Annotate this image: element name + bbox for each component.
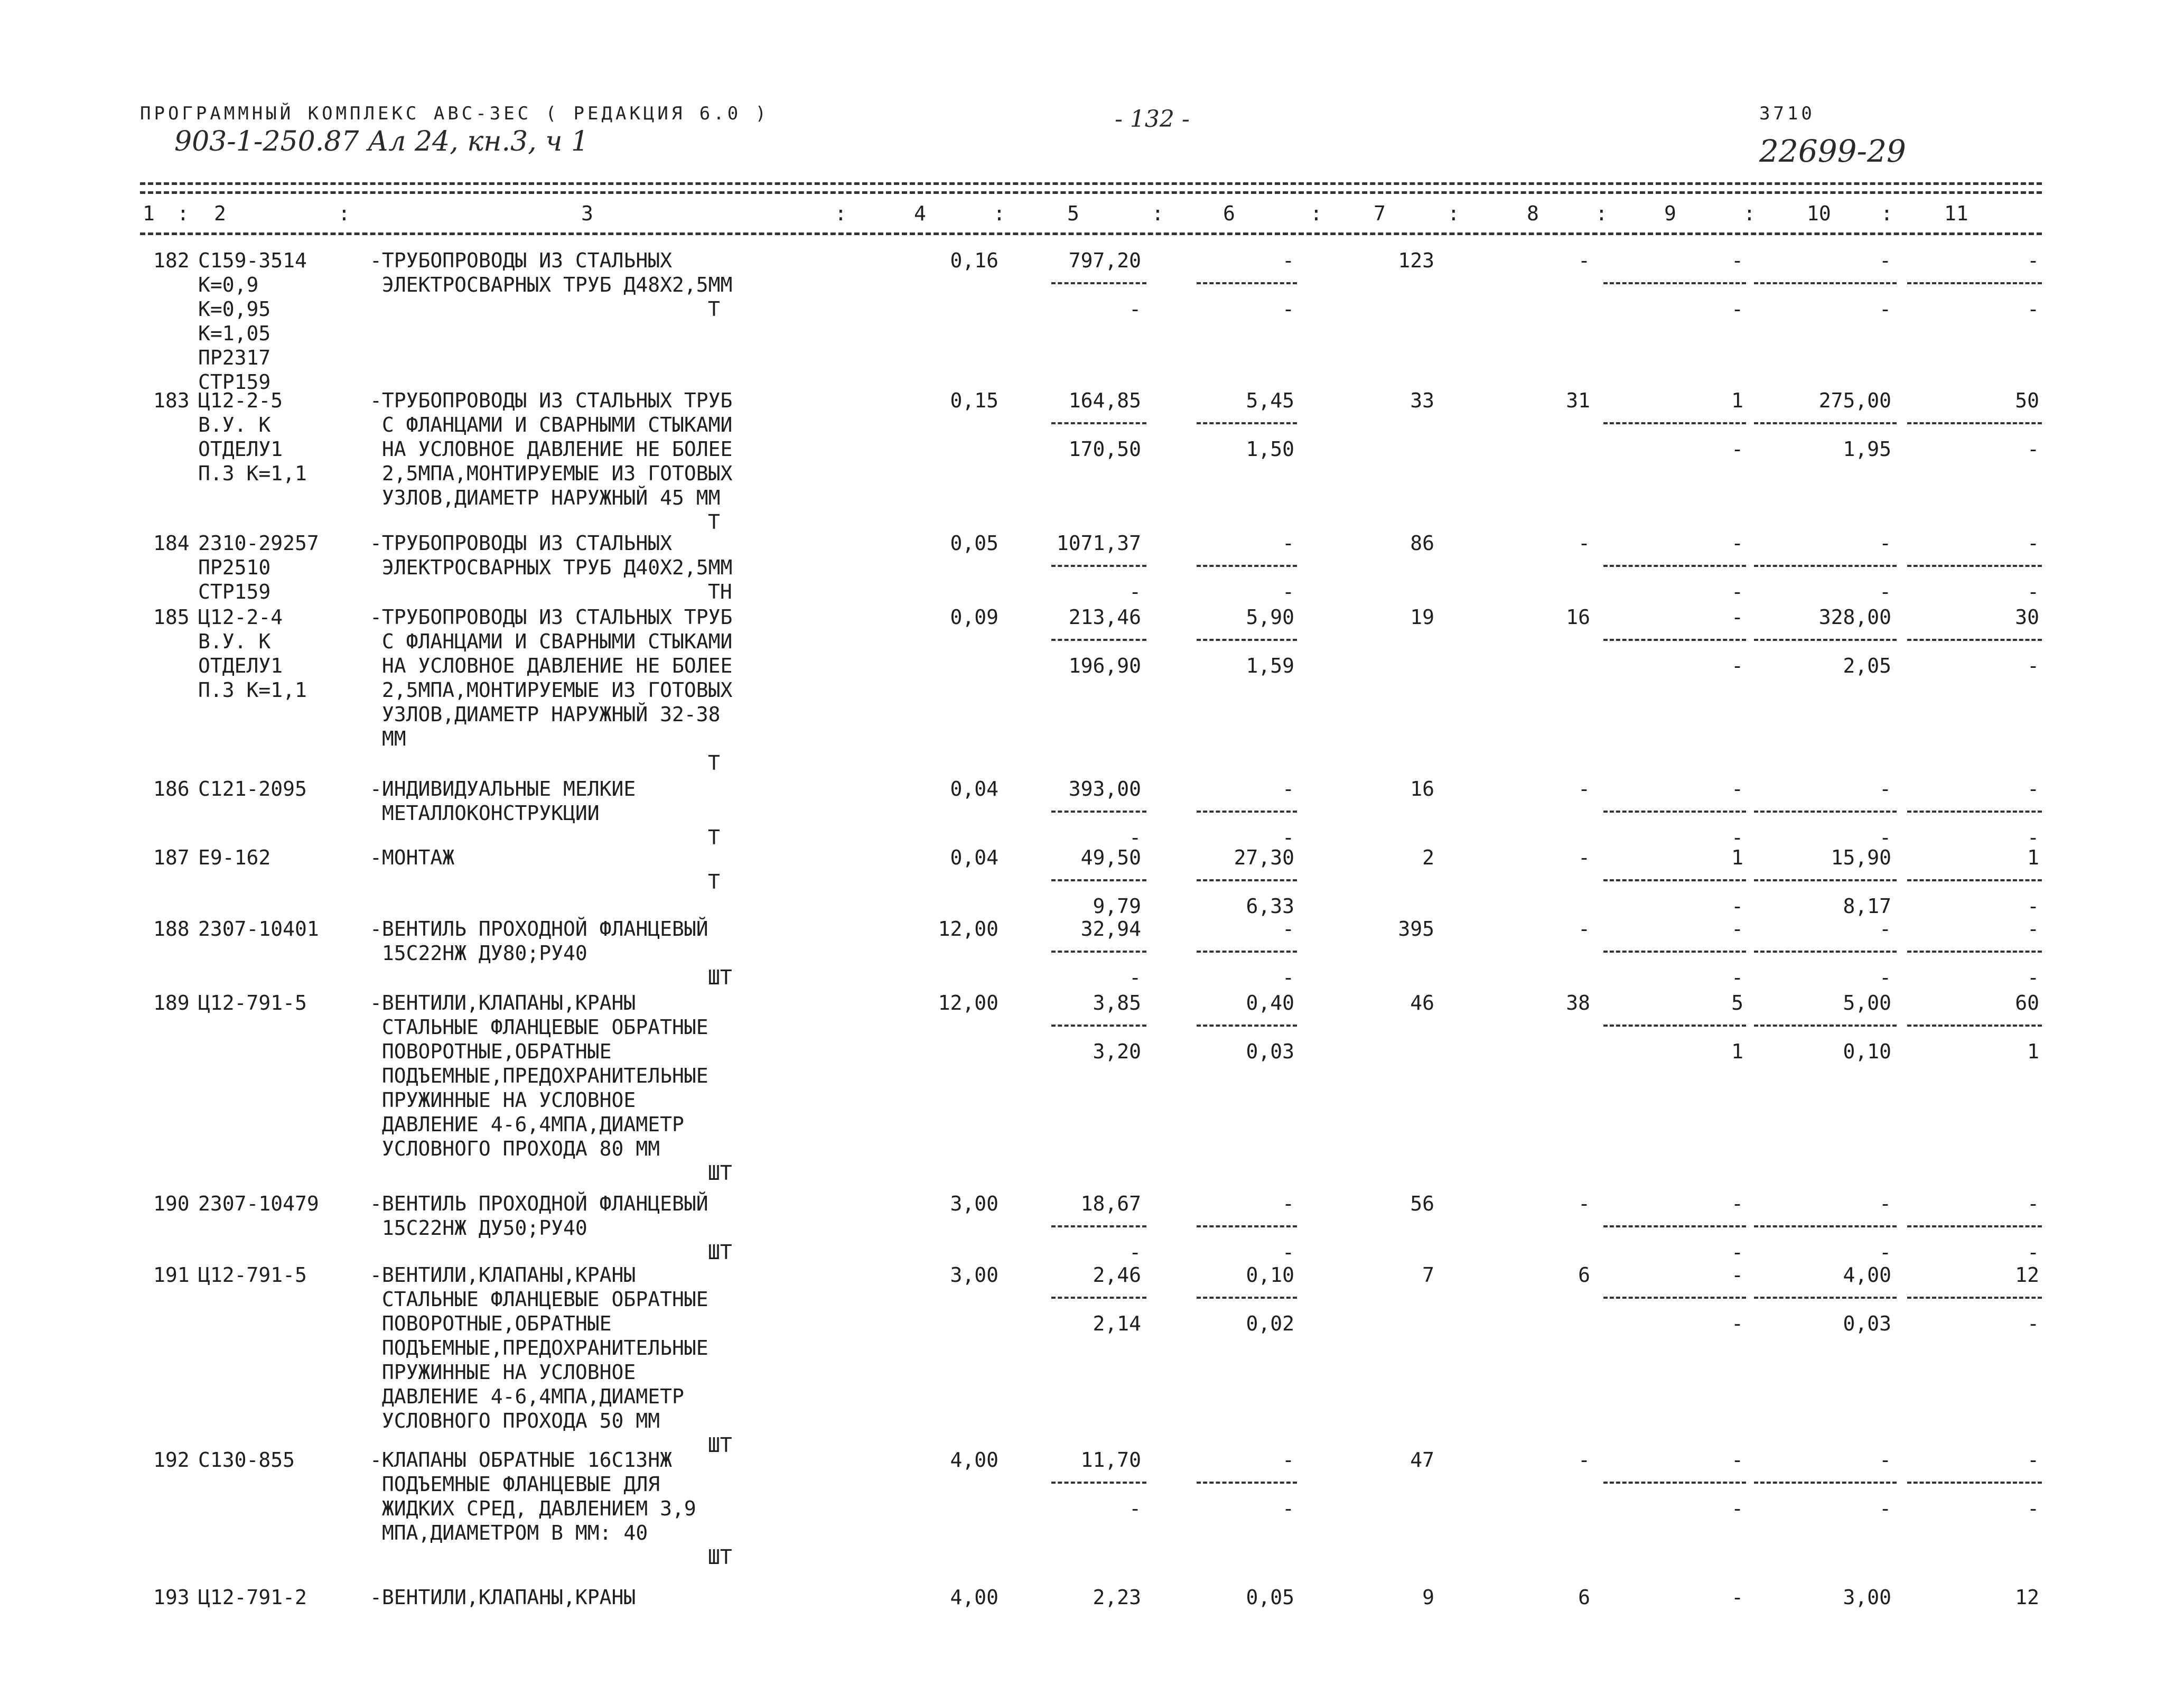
quantity: 0,16 [950,249,998,272]
col9-secondary: - [1731,895,1743,918]
unit-of-measure: ШТ [708,1433,732,1457]
column-separator: : [177,202,189,225]
cost-wages: - [1129,1241,1141,1264]
unit-of-measure: Т [708,510,720,534]
machine-wages: 0,02 [1246,1312,1294,1335]
row-number: 193 [153,1586,190,1609]
cell-divider [1603,811,1746,813]
col9-value: - [1731,1448,1743,1472]
col11-value: 60 [2015,991,2039,1014]
cell-divider [1907,565,2042,567]
quantity: 0,04 [950,777,998,800]
quantity: 0,04 [950,846,998,869]
handwritten-reference: 903-1-250.87 Ал 24, кн.3, ч 1 [174,126,589,157]
col7-value: 19 [1410,606,1434,629]
col9-secondary: - [1731,1312,1743,1335]
cost-total: 164,85 [1068,389,1141,412]
machine-wages: - [1282,1497,1294,1520]
quantity: 0,09 [950,606,998,629]
col11-secondary: - [2027,297,2039,321]
col9-value: - [1731,777,1743,800]
row-number: 183 [153,389,190,412]
cell-divider [1051,422,1146,424]
work-description: -ТРУБОПРОВОДЫ ИЗ СТАЛЬНЫХ ЭЛЕКТРОСВАРНЫХ ТРУБ Д40Х2,5ММ [370,532,733,579]
cell-divider [1051,282,1146,284]
col8-value: 6 [1578,1586,1590,1609]
cost-wages: - [1129,297,1141,321]
cell-divider [1197,422,1297,424]
cell-divider [1754,951,1897,953]
cell-divider [1603,1025,1746,1027]
col10-secondary: - [1879,826,1891,849]
column-header-10: 10 [1807,202,1831,225]
cell-divider [1907,1482,2042,1484]
price-code: Е9-162 [198,846,271,869]
cell-divider [1754,639,1897,641]
column-separator: : [1595,202,1608,225]
col10-secondary: - [1879,1241,1891,1264]
cost-wages: - [1129,580,1141,603]
col9-value: - [1731,1263,1743,1287]
col11-value: - [2027,1448,2039,1472]
work-description: -ВЕНТИЛИ,КЛАПАНЫ,КРАНЫ СТАЛЬНЫЕ ФЛАНЦЕВЫЕ ОБРАТНЫЕ ПОВОРОТНЫЕ,ОБРАТНЫЕ ПОДЪЕМНЫЕ,ПРЕДОХРАНИТЕЛЬНЫЕ ПРУЖИННЫЕ НА УСЛОВНОЕ ДАВЛЕНИЕ 4-6,4МПА,ДИАМЕТР УСЛОВНОГО ПРОХОДА 80 ММ [370,991,708,1160]
col8-value: 6 [1578,1263,1590,1287]
price-code: Ц12-2-4 В.У. К ОТДЕЛУ1 П.3 К=1,1 [198,606,307,702]
col10-value: - [1879,532,1891,555]
work-description: -МОНТАЖ [370,846,455,869]
cost-wages: 9,79 [1093,895,1141,918]
col10-value: 5,00 [1843,991,1891,1014]
col11-value: - [2027,777,2039,800]
machine-cost: 5,90 [1246,606,1294,629]
cell-divider [1197,951,1297,953]
col11-value: 12 [2015,1263,2039,1287]
price-code: С159-3514 К=0,9 К=0,95 К=1,05 ПР2317 СТР159 [198,249,307,394]
document-code: 3710 [1759,103,1815,124]
cell-divider [1051,1482,1146,1484]
col11-secondary: - [2027,1497,2039,1520]
cell-divider [1197,1297,1297,1299]
cell-divider [1907,1225,2042,1227]
machine-cost: - [1282,249,1294,272]
col11-value: 50 [2015,389,2039,412]
cost-total: 11,70 [1080,1448,1141,1472]
col8-value: - [1578,1448,1590,1472]
col11-value: - [2027,917,2039,941]
cell-divider [1603,951,1746,953]
cell-divider [1907,282,2042,284]
machine-wages: - [1282,826,1294,849]
page-number: - 132 - [1115,106,1190,133]
work-description: -ТРУБОПРОВОДЫ ИЗ СТАЛЬНЫХ ТРУБ С ФЛАНЦАМИ И СВАРНЫМИ СТЫКАМИ НА УСЛОВНОЕ ДАВЛЕНИЕ НЕ БОЛЕЕ 2,5МПА,МОНТИРУЕМЫЕ ИЗ ГОТОВЫХ УЗЛОВ,ДИАМЕТР НАРУЖНЫЙ 45 ММ [370,389,733,509]
cell-divider [1197,1482,1297,1484]
cell-divider [1603,565,1746,567]
cell-divider [1051,951,1146,953]
machine-cost: - [1282,1192,1294,1215]
col11-value: 1 [2027,846,2039,869]
col8-value: 31 [1566,389,1590,412]
col11-value: 12 [2015,1586,2039,1609]
col9-value: 1 [1731,846,1743,869]
cell-divider [1754,1297,1897,1299]
cell-divider [1603,282,1746,284]
col11-secondary: - [2027,580,2039,603]
col8-value: - [1578,1192,1590,1215]
col8-value: - [1578,249,1590,272]
column-separator: : [1743,202,1756,225]
col7-value: 9 [1422,1586,1434,1609]
col7-value: 86 [1410,532,1434,555]
col9-value: - [1731,1586,1743,1609]
cell-divider [1197,811,1297,813]
price-code: 2307-10479 [198,1192,319,1215]
col11-secondary: - [2027,654,2039,677]
column-header-6: 6 [1223,202,1235,225]
row-number: 185 [153,606,190,629]
quantity: 4,00 [950,1448,998,1472]
col10-value: - [1879,917,1891,941]
cost-total: 1071,37 [1056,532,1141,555]
machine-wages: 1,50 [1246,437,1294,461]
cell-divider [1907,951,2042,953]
row-number: 182 [153,249,190,272]
col11-secondary: - [2027,1241,2039,1264]
cost-total: 32,94 [1080,917,1141,941]
document-number: 22699-29 [1759,133,1906,169]
cell-divider [1051,1225,1146,1227]
cell-divider [1603,1482,1746,1484]
col11-secondary: - [2027,1312,2039,1335]
machine-wages: - [1282,1241,1294,1264]
row-number: 188 [153,917,190,941]
top-rule-2 [140,191,2042,194]
cell-divider [1907,639,2042,641]
machine-wages: 1,59 [1246,654,1294,677]
col9-value: - [1731,1192,1743,1215]
col7-value: 46 [1410,991,1434,1014]
col11-secondary: - [2027,437,2039,461]
work-description: -ВЕНТИЛИ,КЛАПАНЫ,КРАНЫ [370,1586,636,1609]
col11-value: - [2027,532,2039,555]
col9-secondary: - [1731,297,1743,321]
price-code: С130-855 [198,1448,295,1472]
col9-secondary: - [1731,437,1743,461]
machine-cost: 27,30 [1234,846,1294,869]
unit-of-measure: ТН [708,580,732,603]
col8-value: - [1578,777,1590,800]
cost-wages: 2,14 [1093,1312,1141,1335]
col10-value: - [1879,1192,1891,1215]
cost-total: 213,46 [1068,606,1141,629]
column-separator: : [1152,202,1164,225]
col11-secondary: - [2027,826,2039,849]
col11-value: 30 [2015,606,2039,629]
col10-value: 4,00 [1843,1263,1891,1287]
quantity: 4,00 [950,1586,998,1609]
cell-divider [1907,811,2042,813]
machine-wages: - [1282,966,1294,989]
col10-secondary: 1,95 [1843,437,1891,461]
cell-divider [1907,1025,2042,1027]
unit-of-measure: ШТ [708,1161,732,1185]
program-header: ПРОГРАММНЫЙ КОМПЛЕКС АВС-ЗЕС ( РЕДАКЦИЯ 6.0 ) [140,103,770,124]
quantity: 0,15 [950,389,998,412]
col10-value: 275,00 [1818,389,1891,412]
cell-divider [1197,282,1297,284]
col7-value: 33 [1410,389,1434,412]
column-separator: : [835,202,847,225]
column-separator: : [1448,202,1460,225]
col8-value: - [1578,532,1590,555]
work-description: -ИНДИВИДУАЛЬНЫЕ МЕЛКИЕ МЕТАЛЛОКОНСТРУКЦИИ [370,777,636,825]
cell-divider [1197,565,1297,567]
col9-secondary: - [1731,826,1743,849]
cell-divider [1603,879,1746,881]
col7-value: 47 [1410,1448,1434,1472]
quantity: 12,00 [938,991,998,1014]
machine-cost: 5,45 [1246,389,1294,412]
column-header-2: 2 [214,202,226,225]
col10-secondary: - [1879,1497,1891,1520]
cell-divider [1197,1025,1297,1027]
cost-total: 393,00 [1068,777,1141,800]
unit-of-measure: Т [708,870,720,893]
row-number: 192 [153,1448,190,1472]
col9-secondary: - [1731,1497,1743,1520]
work-description: -КЛАПАНЫ ОБРАТНЫЕ 16С13НЖ ПОДЪЕМНЫЕ ФЛАНЦЕВЫЕ ДЛЯ ЖИДКИХ СРЕД, ДАВЛЕНИЕМ 3,9 МПА,ДИАМЕТРОМ В ММ: 40 [370,1448,696,1544]
machine-cost: 0,40 [1246,991,1294,1014]
column-header-row [0,202,2184,228]
unit-of-measure: Т [708,751,720,775]
column-header-3: 3 [581,202,593,225]
cost-wages: - [1129,1497,1141,1520]
unit-of-measure: ШТ [708,966,732,989]
machine-cost: - [1282,532,1294,555]
cell-divider [1197,1225,1297,1227]
quantity: 12,00 [938,917,998,941]
work-description: -ВЕНТИЛЬ ПРОХОДНОЙ ФЛАНЦЕВЫЙ 15С22НЖ ДУ80;РУ40 [370,917,708,965]
col7-value: 56 [1410,1192,1434,1215]
col10-secondary: 8,17 [1843,895,1891,918]
price-code: Ц12-791-5 [198,991,307,1014]
col10-value: - [1879,777,1891,800]
column-header-7: 7 [1374,202,1386,225]
cost-wages: - [1129,966,1141,989]
machine-wages: 0,03 [1246,1040,1294,1063]
price-code: Ц12-791-5 [198,1263,307,1287]
col11-value: - [2027,1192,2039,1215]
row-number: 186 [153,777,190,800]
column-header-4: 4 [914,202,926,225]
col7-value: 7 [1422,1263,1434,1287]
column-header-1: 1 [143,202,155,225]
work-description: -ТРУБОПРОВОДЫ ИЗ СТАЛЬНЫХ ТРУБ С ФЛАНЦАМИ И СВАРНЫМИ СТЫКАМИ НА УСЛОВНОЕ ДАВЛЕНИЕ НЕ БОЛЕЕ 2,5МПА,МОНТИРУЕМЫЕ ИЗ ГОТОВЫХ УЗЛОВ,ДИАМЕТР НАРУЖНЫЙ 32-38 ММ [370,606,733,750]
quantity: 3,00 [950,1263,998,1287]
column-separator: : [1310,202,1322,225]
column-separator: : [993,202,1005,225]
col10-value: 3,00 [1843,1586,1891,1609]
col10-secondary: 0,10 [1843,1040,1891,1063]
cell-divider [1754,282,1897,284]
machine-wages: - [1282,580,1294,603]
column-separator: : [1881,202,1893,225]
col7-value: 16 [1410,777,1434,800]
col9-secondary: 1 [1731,1040,1743,1063]
cost-total: 18,67 [1080,1192,1141,1215]
col10-value: - [1879,1448,1891,1472]
col8-value: 38 [1566,991,1590,1014]
quantity: 3,00 [950,1192,998,1215]
col9-value: - [1731,606,1743,629]
col10-secondary: - [1879,580,1891,603]
cell-divider [1603,1297,1746,1299]
cell-divider [1051,879,1146,881]
col10-secondary: 2,05 [1843,654,1891,677]
cell-divider [1754,811,1897,813]
col11-value: - [2027,249,2039,272]
col10-secondary: - [1879,966,1891,989]
column-header-8: 8 [1527,202,1539,225]
cell-divider [1907,422,2042,424]
cell-divider [1603,422,1746,424]
cell-divider [1051,565,1146,567]
col10-value: - [1879,249,1891,272]
col9-secondary: - [1731,966,1743,989]
col11-secondary: - [2027,895,2039,918]
col9-value: - [1731,249,1743,272]
cell-divider [1754,879,1897,881]
cell-divider [1754,422,1897,424]
machine-cost: 0,10 [1246,1263,1294,1287]
cell-divider [1197,639,1297,641]
cell-divider [1754,1025,1897,1027]
price-code: Ц12-2-5 В.У. К ОТДЕЛУ1 П.3 К=1,1 [198,389,307,485]
col10-value: 328,00 [1818,606,1891,629]
col9-secondary: - [1731,580,1743,603]
row-number: 190 [153,1192,190,1215]
price-code: С121-2095 [198,777,307,800]
header-rule [140,232,2042,235]
row-number: 191 [153,1263,190,1287]
column-header-11: 11 [1944,202,1968,225]
cell-divider [1907,1297,2042,1299]
cell-divider [1754,565,1897,567]
unit-of-measure: ШТ [708,1241,732,1264]
machine-wages: 6,33 [1246,895,1294,918]
work-description: -ВЕНТИЛИ,КЛАПАНЫ,КРАНЫ СТАЛЬНЫЕ ФЛАНЦЕВЫЕ ОБРАТНЫЕ ПОВОРОТНЫЕ,ОБРАТНЫЕ ПОДЪЕМНЫЕ,ПРЕДОХРАНИТЕЛЬНЫЕ ПРУЖИННЫЕ НА УСЛОВНОЕ ДАВЛЕНИЕ 4-6,4МПА,ДИАМЕТР УСЛОВНОГО ПРОХОДА 50 ММ [370,1263,708,1432]
column-header-5: 5 [1067,202,1079,225]
top-rule [140,182,2042,185]
cost-wages: - [1129,826,1141,849]
cost-wages: 196,90 [1068,654,1141,677]
unit-of-measure: ШТ [708,1546,732,1569]
col9-secondary: - [1731,654,1743,677]
cost-total: 2,23 [1093,1586,1141,1609]
cost-total: 3,85 [1093,991,1141,1014]
work-description: -ВЕНТИЛЬ ПРОХОДНОЙ ФЛАНЦЕВЫЙ 15С22НЖ ДУ50;РУ40 [370,1192,708,1240]
cost-total: 797,20 [1068,249,1141,272]
row-number: 187 [153,846,190,869]
cell-divider [1754,1225,1897,1227]
machine-cost: - [1282,917,1294,941]
row-number: 184 [153,532,190,555]
cell-divider [1603,639,1746,641]
col7-value: 395 [1398,917,1434,941]
col8-value: - [1578,917,1590,941]
cost-total: 49,50 [1080,846,1141,869]
cell-divider [1197,879,1297,881]
col7-value: 2 [1422,846,1434,869]
price-code: 2307-10401 [198,917,319,941]
col11-secondary: 1 [2027,1040,2039,1063]
cell-divider [1051,811,1146,813]
cost-wages: 170,50 [1068,437,1141,461]
price-code: Ц12-791-2 [198,1586,307,1609]
machine-cost: - [1282,1448,1294,1472]
cell-divider [1603,1225,1746,1227]
col10-secondary: - [1879,297,1891,321]
cell-divider [1907,879,2042,881]
col9-value: 1 [1731,389,1743,412]
machine-cost: - [1282,777,1294,800]
machine-wages: - [1282,297,1294,321]
col10-secondary: 0,03 [1843,1312,1891,1335]
cell-divider [1051,1025,1146,1027]
price-code: 2310-29257 ПР2510 СТР159 [198,532,319,603]
col7-value: 123 [1398,249,1434,272]
col9-value: - [1731,532,1743,555]
row-number: 189 [153,991,190,1014]
col11-secondary: - [2027,966,2039,989]
column-header-9: 9 [1664,202,1676,225]
col9-value: - [1731,917,1743,941]
quantity: 0,05 [950,532,998,555]
col8-value: 16 [1566,606,1590,629]
cell-divider [1754,1482,1897,1484]
unit-of-measure: Т [708,826,720,849]
cell-divider [1051,1297,1146,1299]
machine-cost: 0,05 [1246,1586,1294,1609]
unit-of-measure: Т [708,297,720,321]
column-separator: : [338,202,350,225]
col9-secondary: - [1731,1241,1743,1264]
cell-divider [1051,639,1146,641]
cost-total: 2,46 [1093,1263,1141,1287]
col8-value: - [1578,846,1590,869]
col9-value: 5 [1731,991,1743,1014]
cost-wages: 3,20 [1093,1040,1141,1063]
col10-value: 15,90 [1831,846,1891,869]
work-description: -ТРУБОПРОВОДЫ ИЗ СТАЛЬНЫХ ЭЛЕКТРОСВАРНЫХ ТРУБ Д48Х2,5ММ [370,249,733,296]
